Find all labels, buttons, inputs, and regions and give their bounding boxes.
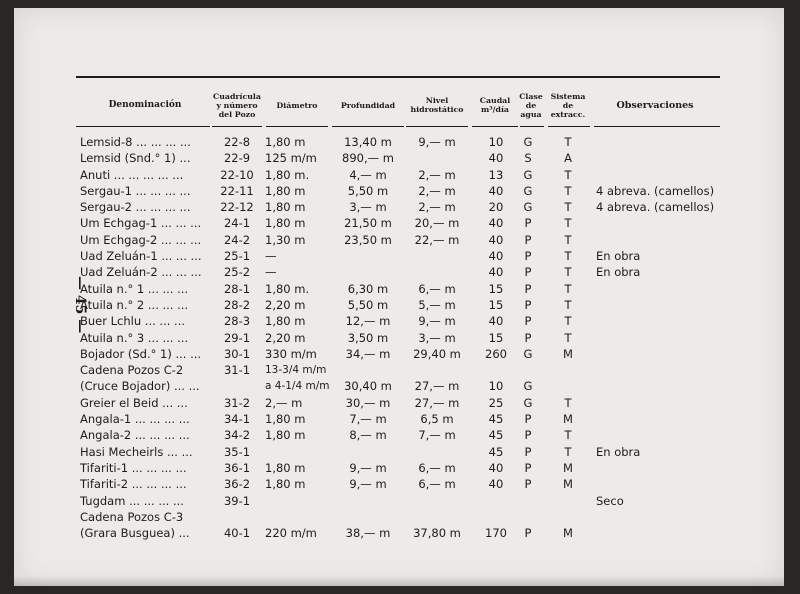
- diametro-cell: 1,80 m: [265, 314, 306, 329]
- header-underline: [594, 126, 720, 127]
- clase-cell: P: [524, 526, 532, 541]
- header-cuadricula-line-3: del Pozo: [218, 109, 256, 119]
- header-cuadricula-line-2: y número: [216, 100, 258, 110]
- header-underline: [406, 126, 468, 127]
- diametro-cell: —: [265, 249, 277, 264]
- nivel-cell: 27,— m: [414, 379, 460, 394]
- table-row: [14, 362, 784, 378]
- cuadricula-cell: 22-9: [223, 151, 251, 166]
- cuadricula-cell: 22-10: [220, 167, 254, 182]
- table-body: [14, 134, 784, 541]
- header-underline: [266, 126, 328, 127]
- caudal-cell: 40: [488, 216, 504, 231]
- well-name: Atuila n.° 3 ... ... ...: [80, 330, 189, 345]
- sistema-cell: M: [563, 477, 573, 492]
- profundidad-cell: 23,50 m: [344, 232, 392, 247]
- header-caudal-line-2: m³/día: [481, 105, 509, 114]
- sistema-cell: T: [564, 444, 572, 459]
- header-nivel-line-2: hidrostático: [410, 105, 464, 114]
- cuadricula-cell: 24-2: [223, 232, 251, 247]
- table-row: [14, 281, 784, 297]
- table-row: [14, 134, 784, 150]
- sistema-cell: M: [563, 346, 573, 361]
- header-caudal-line-1: Caudal: [479, 96, 511, 105]
- header-underline: [548, 126, 590, 127]
- sistema-cell: T: [564, 330, 572, 345]
- caudal-cell: 10: [488, 135, 504, 149]
- header-clase-line-2: de: [525, 100, 537, 110]
- cuadricula-cell: 22-8: [223, 135, 251, 149]
- nivel-cell: 7,— m: [418, 428, 456, 443]
- nivel-cell: 3,— m: [418, 330, 456, 345]
- well-name: Tifariti-1 ... ... ... ...: [80, 460, 187, 475]
- sistema-cell: T: [564, 135, 572, 149]
- nivel-cell: 29,40 m: [413, 346, 461, 361]
- well-name: Uad Zeluán-1 ... ... ...: [80, 249, 202, 264]
- diametro-cell: 1,80 m.: [265, 281, 310, 296]
- diametro-cell: 1,30 m: [265, 232, 306, 247]
- well-name: Buer Lchlu ... ... ...: [80, 314, 186, 329]
- caudal-cell: 45: [488, 444, 504, 459]
- profundidad-cell: 3,— m: [349, 200, 387, 215]
- table-row: [14, 330, 784, 346]
- nivel-cell: 27,— m: [414, 395, 460, 410]
- cuadricula-cell: 34-2: [223, 428, 251, 443]
- profundidad-cell: 34,— m: [345, 346, 391, 361]
- cuadricula-cell: 34-1: [223, 412, 251, 427]
- header-caudal: [472, 82, 518, 128]
- profundidad-cell: 13,40 m: [344, 135, 392, 149]
- header-clase-line-1: Clase: [519, 91, 543, 101]
- caudal-cell: 260: [485, 346, 507, 361]
- diametro-cell: 2,— m: [265, 395, 303, 410]
- clase-cell: P: [524, 281, 532, 296]
- caudal-cell: 40: [488, 477, 504, 492]
- clase-cell: S: [524, 151, 532, 166]
- table-row: [14, 297, 784, 313]
- well-name: (Cruce Bojador) ... ...: [80, 379, 200, 394]
- well-name: Cadena Pozos C-3: [80, 509, 184, 524]
- cuadricula-cell: 36-1: [223, 460, 251, 475]
- caudal-cell: 45: [488, 412, 504, 427]
- profundidad-cell: 9,— m: [349, 477, 387, 492]
- clase-cell: G: [523, 167, 533, 182]
- sistema-cell: T: [564, 183, 572, 198]
- sistema-cell: T: [564, 249, 572, 264]
- diametro-cell: 1,80 m: [265, 460, 306, 475]
- well-name: Lemsid (Snd.° 1) ...: [80, 151, 191, 166]
- clase-cell: G: [523, 135, 533, 149]
- profundidad-cell: 5,50 m: [347, 297, 389, 312]
- clase-cell: G: [523, 395, 533, 410]
- profundidad-cell: 8,— m: [349, 428, 387, 443]
- sistema-cell: M: [563, 412, 573, 427]
- table-row: [14, 232, 784, 248]
- cuadricula-cell: 22-12: [220, 200, 254, 215]
- cuadricula-cell: 28-3: [223, 314, 251, 329]
- caudal-cell: 170: [485, 526, 507, 541]
- clase-cell: G: [523, 183, 533, 198]
- caudal-cell: 10: [488, 379, 504, 394]
- table-top-rule: [76, 76, 720, 78]
- table-row: [14, 509, 784, 525]
- header-observaciones: Observaciones: [616, 99, 694, 111]
- cuadricula-cell: 30-1: [223, 346, 251, 361]
- well-name: Atuila n.° 2 ... ... ...: [80, 297, 189, 312]
- cuadricula-cell: 22-11: [220, 183, 254, 198]
- clase-cell: P: [524, 232, 532, 247]
- table-row: [14, 150, 784, 166]
- header-cuadricula-line-1: Cuadrícula: [213, 91, 261, 101]
- diametro-cell: 1,80 m: [265, 216, 306, 231]
- well-name: Sergau-2 ... ... ... ...: [80, 200, 191, 215]
- cuadricula-cell: 24-1: [223, 216, 251, 231]
- profundidad-cell: 5,50 m: [347, 183, 389, 198]
- clase-cell: P: [524, 314, 532, 329]
- nivel-cell: 2,— m: [418, 167, 456, 182]
- nivel-cell: 2,— m: [418, 200, 456, 215]
- sistema-cell: T: [564, 167, 572, 182]
- table-row: [14, 215, 784, 231]
- sistema-cell: M: [563, 460, 573, 475]
- table-row: [14, 476, 784, 492]
- cuadricula-cell: 36-2: [223, 477, 251, 492]
- clase-cell: P: [524, 330, 532, 345]
- profundidad-cell: 890,— m: [342, 151, 394, 166]
- diametro-cell: 1,80 m: [265, 135, 306, 149]
- diametro-cell: 1,80 m: [265, 477, 306, 492]
- caudal-cell: 40: [488, 265, 504, 280]
- table-row: [14, 167, 784, 183]
- nivel-cell: 22,— m: [414, 232, 460, 247]
- diametro-cell: —: [265, 265, 277, 280]
- clase-cell: P: [524, 428, 532, 443]
- nivel-cell: 9,— m: [418, 314, 456, 329]
- clase-cell: G: [523, 200, 533, 215]
- table-row: [14, 264, 784, 280]
- well-name: Um Echgag-1 ... ... ...: [80, 216, 202, 231]
- cuadricula-cell: 31-1: [223, 363, 251, 378]
- header-underline: [212, 126, 262, 127]
- caudal-cell: 15: [488, 330, 504, 345]
- table-row: [14, 313, 784, 329]
- header-clase: [518, 82, 544, 128]
- well-name: Cadena Pozos C-2: [80, 363, 184, 378]
- profundidad-cell: 9,— m: [349, 460, 387, 475]
- header-underline: [76, 126, 210, 127]
- clase-cell: P: [524, 412, 532, 427]
- header-clase-line-3: agua: [520, 109, 542, 119]
- nivel-cell: 9,— m: [418, 135, 456, 149]
- well-name: Tifariti-2 ... ... ... ...: [80, 477, 187, 492]
- sistema-cell: T: [564, 395, 572, 410]
- well-name: Bojador (Sd.° 1) ... ...: [80, 346, 202, 361]
- profundidad-cell: 6,30 m: [347, 281, 389, 296]
- clase-cell: P: [524, 249, 532, 264]
- well-name: Anuti ... ... ... ... ...: [80, 167, 184, 182]
- document-page: [14, 8, 784, 586]
- caudal-cell: 40: [488, 460, 504, 475]
- sistema-cell: T: [564, 314, 572, 329]
- nivel-cell: 6,5 m: [420, 412, 454, 427]
- nivel-cell: 37,80 m: [413, 526, 461, 541]
- observaciones-cell: Seco: [596, 493, 624, 508]
- nivel-cell: 6,— m: [418, 281, 456, 296]
- diametro-cell: 2,20 m: [265, 297, 306, 312]
- caudal-cell: 13: [488, 167, 504, 182]
- profundidad-cell: 38,— m: [345, 526, 391, 541]
- observaciones-cell: En obra: [596, 444, 641, 459]
- cuadricula-cell: 40-1: [223, 526, 251, 541]
- sistema-cell: T: [564, 216, 572, 231]
- caudal-cell: 40: [488, 232, 504, 247]
- sistema-cell: T: [564, 428, 572, 443]
- caudal-cell: 40: [488, 151, 504, 166]
- diametro-cell: a 4-1/4 m/m: [265, 380, 330, 393]
- sistema-cell: T: [564, 232, 572, 247]
- table-row: [14, 493, 784, 509]
- caudal-cell: 40: [488, 314, 504, 329]
- diametro-cell: 2,20 m: [265, 330, 306, 345]
- clase-cell: P: [524, 444, 532, 459]
- diametro-cell: 13-3/4 m/m: [265, 364, 327, 377]
- nivel-cell: 6,— m: [418, 477, 456, 492]
- caudal-cell: 45: [488, 428, 504, 443]
- profundidad-cell: 30,40 m: [344, 379, 392, 394]
- well-name: Greier el Beid ... ...: [80, 395, 188, 410]
- observaciones-cell: En obra: [596, 249, 641, 264]
- cuadricula-cell: 31-2: [223, 395, 251, 410]
- caudal-cell: 15: [488, 281, 504, 296]
- table-row: [14, 199, 784, 215]
- well-name: Tugdam ... ... ... ...: [80, 493, 184, 508]
- cuadricula-cell: 25-2: [223, 265, 251, 280]
- caudal-cell: 40: [488, 249, 504, 264]
- well-name: Hasi Mecheirls ... ...: [80, 444, 193, 459]
- clase-cell: G: [523, 379, 533, 394]
- sistema-cell: T: [564, 265, 572, 280]
- well-name: Angala-1 ... ... ... ...: [80, 412, 190, 427]
- header-sistema-line-2: de: [562, 100, 574, 110]
- header-cuadricula: [212, 82, 262, 128]
- cuadricula-cell: 29-1: [223, 330, 251, 345]
- nivel-cell: 20,— m: [414, 216, 460, 231]
- sistema-cell: T: [564, 297, 572, 312]
- clase-cell: P: [524, 477, 532, 492]
- clase-cell: P: [524, 297, 532, 312]
- header-underline: [332, 126, 404, 127]
- header-underline: [520, 126, 544, 127]
- diametro-cell: 1,80 m: [265, 428, 306, 443]
- sistema-cell: A: [564, 151, 572, 166]
- observaciones-cell: 4 abreva. (camellos): [596, 200, 715, 215]
- nivel-cell: 5,— m: [418, 297, 456, 312]
- clase-cell: G: [523, 346, 533, 361]
- profundidad-cell: 7,— m: [349, 412, 387, 427]
- well-name: Lemsid-8 ... ... ... ...: [80, 135, 191, 149]
- caudal-cell: 20: [488, 200, 504, 215]
- header-sistema-line-3: extracc.: [550, 109, 586, 119]
- header-sistema: [546, 82, 590, 128]
- cuadricula-cell: 28-1: [223, 281, 251, 296]
- clase-cell: P: [524, 265, 532, 280]
- header-underline: [472, 126, 518, 127]
- table-row: [14, 248, 784, 264]
- table-row: [14, 525, 784, 541]
- nivel-cell: 2,— m: [418, 183, 456, 198]
- table-row: [14, 444, 784, 460]
- table-row: [14, 183, 784, 199]
- page-edge-shadow: [14, 576, 784, 586]
- cuadricula-cell: 35-1: [223, 444, 251, 459]
- observaciones-cell: 4 abreva. (camellos): [596, 183, 715, 198]
- table-row: [14, 395, 784, 411]
- caudal-cell: 40: [488, 183, 504, 198]
- diametro-cell: 330 m/m: [265, 346, 317, 361]
- nivel-cell: 6,— m: [418, 460, 456, 475]
- table-row: [14, 346, 784, 362]
- header-profundidad: Profundidad: [340, 100, 396, 110]
- sistema-cell: T: [564, 200, 572, 215]
- caudal-cell: 15: [488, 297, 504, 312]
- well-name: (Grara Busguea) ...: [80, 526, 190, 541]
- profundidad-cell: 21,50 m: [344, 216, 392, 231]
- diametro-cell: 125 m/m: [265, 151, 317, 166]
- table-header: [14, 82, 784, 128]
- well-name: Sergau-1 ... ... ... ...: [80, 183, 191, 198]
- diametro-cell: 1,80 m.: [265, 167, 310, 182]
- table-row: [14, 378, 784, 394]
- profundidad-cell: 30,— m: [345, 395, 391, 410]
- observaciones-cell: En obra: [596, 265, 641, 280]
- header-nivel: [406, 82, 468, 128]
- table-row: [14, 427, 784, 443]
- table-row: [14, 460, 784, 476]
- clase-cell: P: [524, 460, 532, 475]
- cuadricula-cell: 25-1: [223, 249, 251, 264]
- table-row: [14, 411, 784, 427]
- caudal-cell: 25: [488, 395, 504, 410]
- diametro-cell: 1,80 m: [265, 200, 306, 215]
- header-nivel-line-1: Nivel: [425, 96, 449, 105]
- clase-cell: P: [524, 216, 532, 231]
- profundidad-cell: 4,— m: [349, 167, 387, 182]
- page-number: — 45 —: [72, 276, 88, 334]
- header-diametro: Diámetro: [276, 100, 318, 110]
- profundidad-cell: 3,50 m: [347, 330, 389, 345]
- cuadricula-cell: 39-1: [223, 493, 251, 508]
- header-sistema-line-1: Sistema: [550, 91, 586, 101]
- diametro-cell: 220 m/m: [265, 526, 317, 541]
- header-denominacion: Denominación: [108, 99, 182, 110]
- well-name: Um Echgag-2 ... ... ...: [80, 232, 202, 247]
- well-name: Uad Zeluán-2 ... ... ...: [80, 265, 202, 280]
- profundidad-cell: 12,— m: [345, 314, 391, 329]
- well-name: Angala-2 ... ... ... ...: [80, 428, 190, 443]
- sistema-cell: T: [564, 281, 572, 296]
- diametro-cell: 1,80 m: [265, 412, 306, 427]
- well-name: Atuila n.° 1 ... ... ...: [80, 281, 189, 296]
- sistema-cell: M: [563, 526, 573, 541]
- cuadricula-cell: 28-2: [223, 297, 251, 312]
- diametro-cell: 1,80 m: [265, 183, 306, 198]
